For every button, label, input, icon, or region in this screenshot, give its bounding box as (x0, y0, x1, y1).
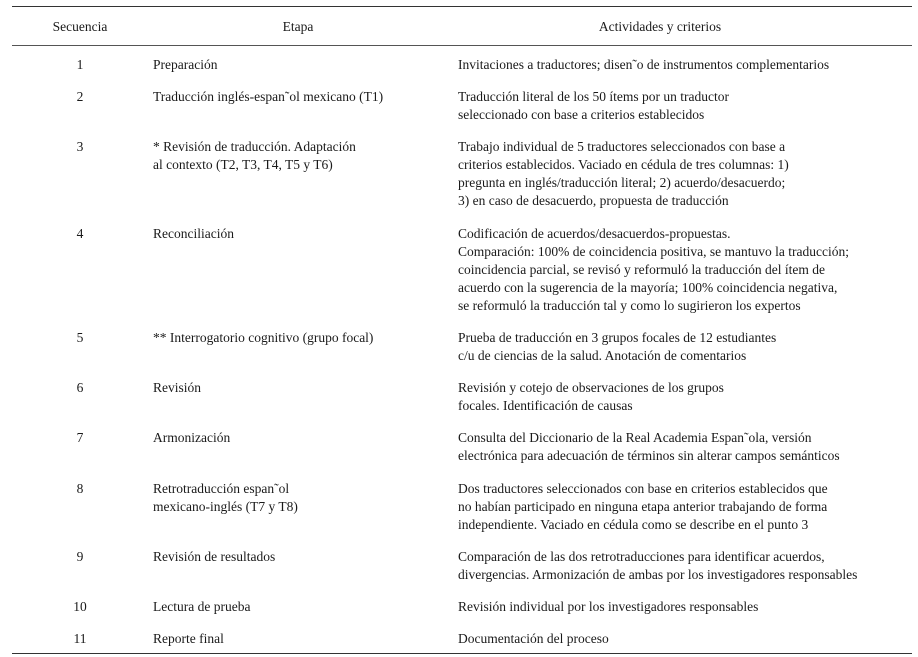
row-number: 1 (76, 57, 84, 72)
row-activities: Invitaciones a traductores; disen˜o de instrumentos complementarios (458, 57, 830, 72)
header-stage: Etapa (282, 19, 314, 34)
row-activities: Prueba de traducción en 3 grupos focales de 12 estudiantes c/u de ciencias de la salud. Anotación de comentarios (458, 330, 777, 363)
row-stage: Revisión de resultados (153, 549, 276, 564)
header-rule (12, 45, 912, 46)
row-activities: Dos traductores seleccionados con base en criterios establecidos que no habían participado en ninguna etapa anterior trabajando de forma independiente. Vaciado en cédula como se describe en el punto 3 (458, 481, 828, 532)
row-number: 3 (76, 139, 84, 154)
row-activities: Revisión individual por los investigadores responsables (458, 599, 759, 614)
row-number: 2 (76, 89, 84, 104)
row-stage: Traducción inglés-espan˜ol mexicano (T1) (153, 89, 384, 104)
row-number: 6 (76, 380, 84, 395)
row-stage: Retrotraducción espan˜ol mexicano-inglés (T7 y T8) (153, 481, 298, 514)
row-stage: Revisión (153, 380, 202, 395)
row-activities: Revisión y cotejo de observaciones de los grupos focales. Identificación de causas (458, 380, 724, 413)
row-activities: Comparación de las dos retrotraducciones para identificar acuerdos, divergencias. Armonización de ambas por los investigadores responsables (458, 549, 858, 582)
row-stage: Reporte final (153, 631, 224, 646)
row-number: 4 (76, 226, 84, 241)
row-number: 5 (76, 330, 84, 345)
row-number: 10 (73, 599, 87, 614)
row-number: 9 (76, 549, 84, 564)
row-activities: Codificación de acuerdos/desacuerdos-propuestas. Comparación: 100% de coincidencia positiva, se mantuvo la traducción; coincidencia parcial, se revisó y reformuló la traducción del ítem de acuerdo con la sugerencia de la mayoría; 100% coincidencia negativa, se reformuló la traducción tal y como lo sugirieron los expertos (458, 226, 850, 313)
row-number: 7 (76, 430, 84, 445)
translation-process-table (12, 0, 912, 657)
table-bottom-rule (12, 653, 912, 654)
row-number: 11 (73, 631, 87, 646)
row-stage: Reconciliación (153, 226, 234, 241)
header-sequence: Secuencia (52, 19, 108, 34)
table-top-rule (12, 6, 912, 7)
header-activities: Actividades y criterios (598, 19, 722, 34)
row-activities: Trabajo individual de 5 traductores seleccionados con base a criterios establecidos. Vaciado en cédula de tres columnas: 1) pregunta en inglés/traducción literal; 2) acuerdo/desacuerdo; 3) en caso de desacuerdo, propuesta de traducción (458, 139, 789, 208)
row-number: 8 (76, 481, 84, 496)
row-stage: Armonización (153, 430, 231, 445)
row-activities: Consulta del Diccionario de la Real Academia Espan˜ola, versión electrónica para adecuación de términos sin alterar campos semánticos (458, 430, 840, 463)
row-activities: Documentación del proceso (458, 631, 609, 646)
row-activities: Traducción literal de los 50 ítems por un traductor seleccionado con base a criterios establecidos (458, 89, 729, 122)
row-stage: * Revisión de traducción. Adaptación al contexto (T2, T3, T4, T5 y T6) (153, 139, 356, 172)
row-stage: Lectura de prueba (153, 599, 251, 614)
row-stage: Preparación (153, 57, 218, 72)
row-stage: ** Interrogatorio cognitivo (grupo focal) (153, 330, 374, 345)
